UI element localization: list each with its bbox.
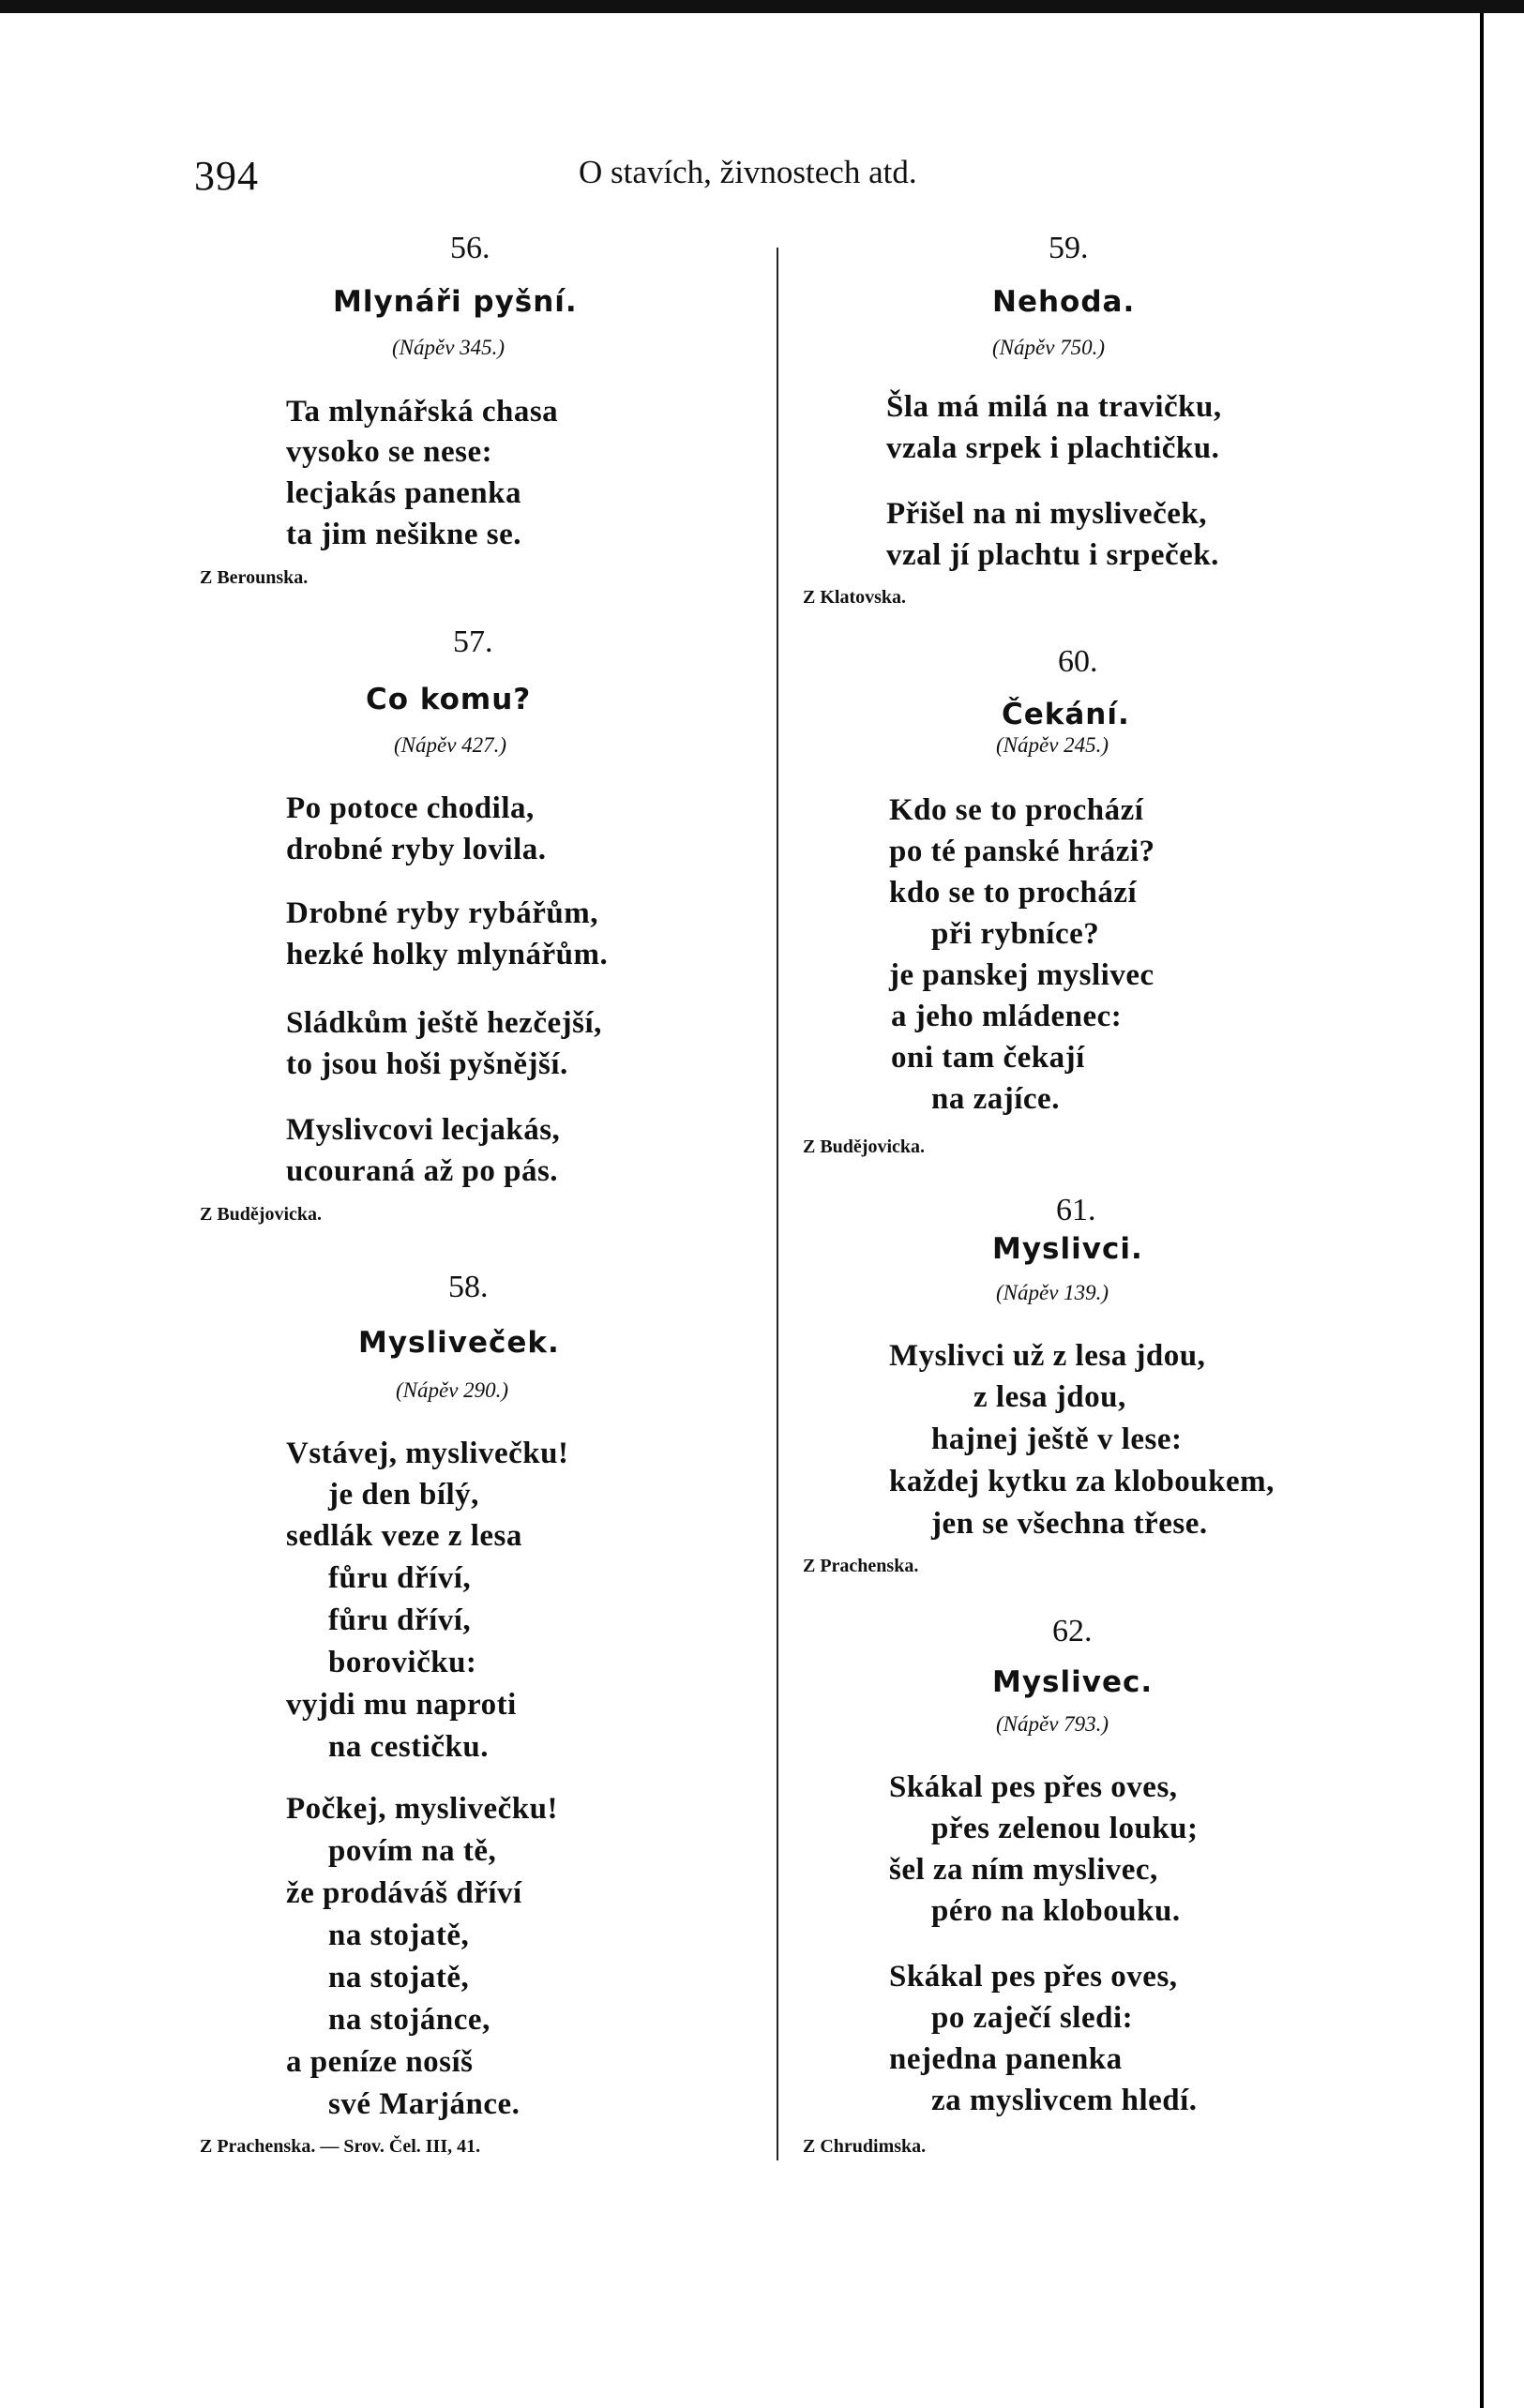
verse-line: ta jim nešikne se. <box>286 518 521 551</box>
verse-line: oni tam čekají <box>891 1041 1085 1075</box>
verse-line: za myslivcem hledí. <box>931 2084 1198 2117</box>
verse-line: vzala srpek i plachtičku. <box>886 431 1220 465</box>
verse-line: fůru dříví, <box>328 1561 472 1595</box>
page-edge <box>1484 13 1524 2408</box>
verse-line: Přišel na ni mysliveček, <box>886 497 1207 531</box>
verse-line: péro na klobouku. <box>931 1894 1181 1928</box>
tune-reference: (Nápěv 245.) <box>996 733 1109 757</box>
song-source: Z Klatovska. <box>803 587 907 608</box>
verse-line: na cestičku. <box>328 1730 489 1764</box>
verse-line: že prodáváš dříví <box>286 1876 522 1910</box>
verse-line: Myslivcovi lecjakás, <box>286 1113 561 1147</box>
verse-line: je den bílý, <box>328 1478 479 1512</box>
verse-line: je panskej myslivec <box>889 958 1154 992</box>
tune-reference: (Nápěv 793.) <box>996 1712 1109 1736</box>
verse-line: ucouraná až po pás. <box>286 1154 559 1188</box>
verse-line: jen se všechna třese. <box>931 1507 1208 1541</box>
verse-line: na zajíce. <box>931 1082 1060 1116</box>
verse-line: povím na tě, <box>328 1834 497 1868</box>
verse-line: z lesa jdou, <box>973 1380 1126 1414</box>
verse-line: borovičku: <box>328 1646 477 1679</box>
verse-line: Drobné ryby rybářům, <box>286 896 598 930</box>
song-number: 60. <box>1058 644 1098 679</box>
tune-reference: (Nápěv 139.) <box>996 1281 1109 1304</box>
song-source: Z Chrudimska. <box>803 2136 927 2157</box>
song-source: Z Budějovicka. <box>200 1204 323 1225</box>
song-title: Nehoda. <box>992 285 1136 319</box>
song-number: 62. <box>1052 1614 1093 1648</box>
verse-line: Vstávej, myslivečku! <box>286 1437 569 1470</box>
song-title: Čekání. <box>1002 698 1130 731</box>
verse-line: na stojatě, <box>328 1961 470 1994</box>
song-title: Mlynáři pyšní. <box>333 285 578 319</box>
song-number: 56. <box>450 231 490 265</box>
verse-line: a peníze nosíš <box>286 2045 474 2079</box>
verse-line: a jeho mládenec: <box>891 1000 1123 1033</box>
page-number: 394 <box>194 153 259 199</box>
tune-reference: (Nápěv 427.) <box>394 733 507 757</box>
verse-line: při rybníce? <box>931 917 1100 951</box>
verse-line: Po potoce chodila, <box>286 791 535 825</box>
verse-line: šel za ním myslivec, <box>889 1853 1158 1887</box>
verse-line: vzal jí plachtu i srpeček. <box>886 538 1219 572</box>
verse-line: každej kytku za kloboukem, <box>889 1465 1275 1498</box>
song-number: 61. <box>1056 1193 1096 1227</box>
verse-line: lecjakás panenka <box>286 476 521 510</box>
verse-line: přes zelenou louku; <box>931 1812 1199 1845</box>
verse-line: Sládkům ještě hezčejší, <box>286 1006 602 1040</box>
song-source: Z Budějovicka. <box>803 1136 926 1157</box>
verse-line: drobné ryby lovila. <box>286 833 547 866</box>
verse-line: na stojatě, <box>328 1919 470 1952</box>
column-divider <box>777 248 778 2160</box>
song-title: Mysliveček. <box>358 1326 560 1360</box>
verse-line: nejedna panenka <box>889 2042 1123 2076</box>
verse-line: Skákal pes přes oves, <box>889 1770 1178 1804</box>
verse-line: Ta mlynářská chasa <box>286 395 559 429</box>
verse-line: sedlák veze z lesa <box>286 1519 522 1553</box>
verse-line: Kdo se to prochází <box>889 793 1144 827</box>
verse-line: po té panské hrázi? <box>889 835 1155 868</box>
song-source: Z Prachenska. — Srov. Čel. III, 41. <box>200 2136 481 2157</box>
song-title: Co komu? <box>366 683 532 716</box>
running-title: O stavích, živnostech atd. <box>579 154 917 190</box>
song-source: Z Berounska. <box>200 567 309 588</box>
song-title: Myslivci. <box>992 1232 1143 1266</box>
verse-line: hezké holky mlynářům. <box>286 938 609 971</box>
verse-line: po zaječí sledi: <box>931 2001 1134 2035</box>
verse-line: Šla má milá na travičku, <box>886 390 1222 424</box>
song-title: Myslivec. <box>992 1665 1154 1699</box>
verse-line: své Marjánce. <box>328 2087 521 2121</box>
song-number: 59. <box>1049 231 1089 265</box>
verse-line: Skákal pes přes oves, <box>889 1960 1178 1994</box>
tune-reference: (Nápěv 345.) <box>392 336 505 359</box>
verse-line: Počkej, myslivečku! <box>286 1792 558 1826</box>
verse-line: vysoko se nese: <box>286 435 493 469</box>
tune-reference: (Nápěv 290.) <box>396 1378 509 1402</box>
song-source: Z Prachenska. <box>803 1556 919 1576</box>
verse-line: fůru dříví, <box>328 1603 472 1637</box>
verse-line: kdo se to prochází <box>889 876 1138 910</box>
verse-line: na stojánce, <box>328 2003 490 2037</box>
verse-line: hajnej ještě v lese: <box>931 1422 1183 1456</box>
scan-top-border <box>0 0 1524 13</box>
verse-line: vyjdi mu naproti <box>286 1688 517 1722</box>
song-number: 57. <box>453 625 493 659</box>
tune-reference: (Nápěv 750.) <box>992 336 1106 359</box>
verse-line: Myslivci už z lesa jdou, <box>889 1339 1206 1373</box>
book-page <box>0 13 1480 2408</box>
verse-line: to jsou hoši pyšnější. <box>286 1047 568 1081</box>
song-number: 58. <box>448 1270 489 1304</box>
